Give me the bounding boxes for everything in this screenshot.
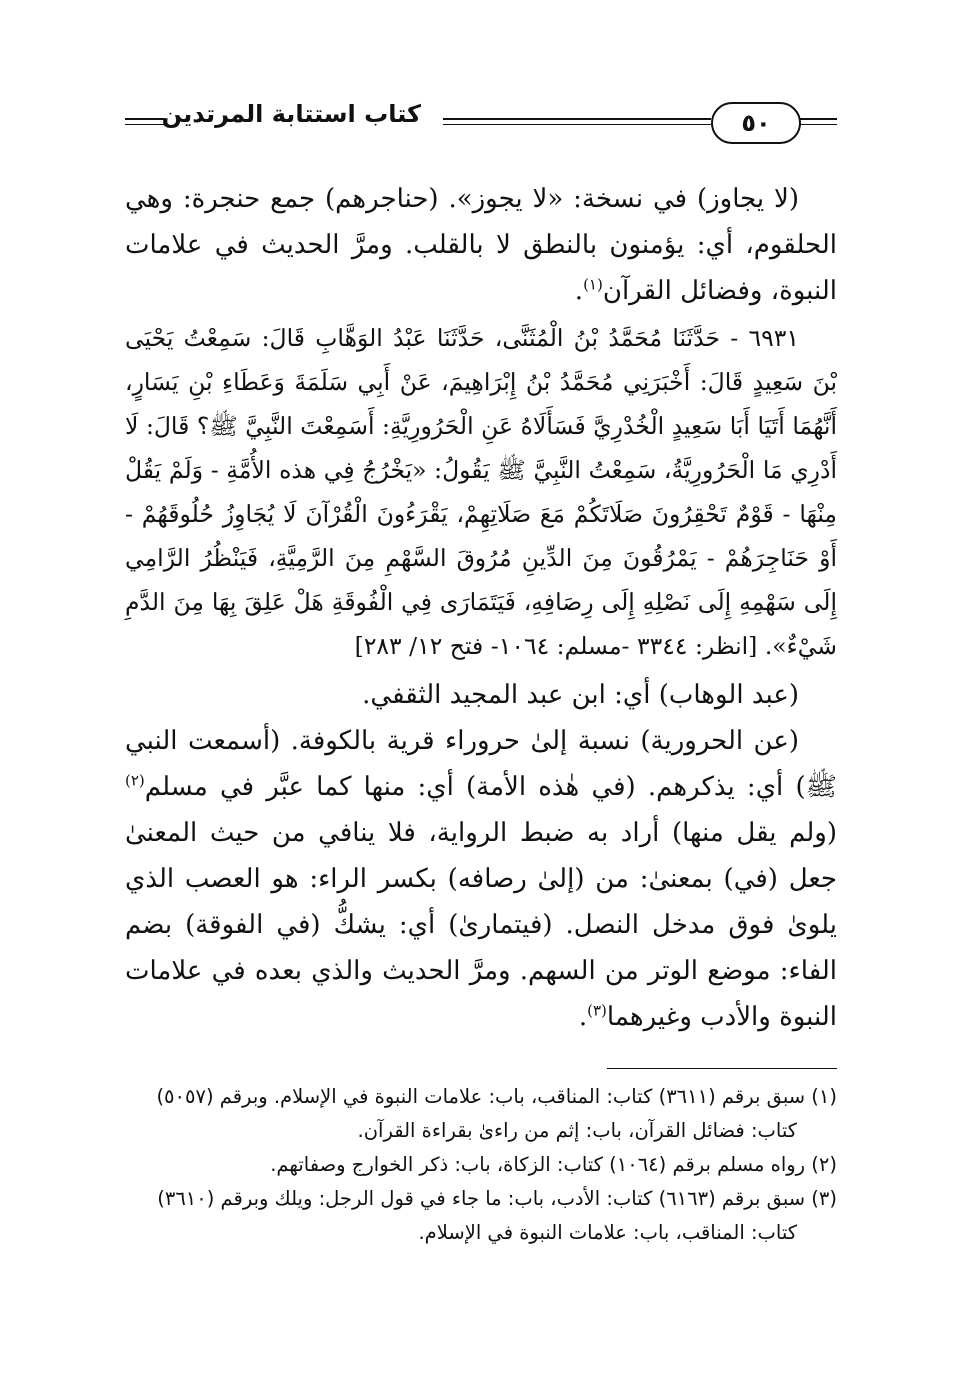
footnotes <box>125 1080 837 1250</box>
footnote-ref-2[interactable]: (٢) <box>125 771 145 790</box>
punctuation: . <box>578 1002 588 1032</box>
commentary-text: (لا يجاوز) في نسخة: «لا يجوز». (حناجرهم) جمع حنجرة: وهي الحلقوم، أي: يؤمنون بالنطق لا بالقلب. ومرَّ الحديث في علامات النبوة، وفضائل القرآن <box>125 184 837 306</box>
main-text <box>125 176 837 1040</box>
footnote-ref-1[interactable]: (١) <box>583 275 603 294</box>
commentary-text: (عن الحرورية) نسبة إلىٰ حروراء قرية بالكوفة. (أسمعت النبي ﷺ) أي: يذكرهم. (في هٰذه الأمة) أي: منها كما عبَّر في مسلم <box>125 726 837 802</box>
page-number: ٥٠ <box>711 102 801 144</box>
footnote-1: (١) سبق برقم (٣٦١١) كتاب: المناقب، باب: علامات النبوة في الإسلام. وبرقم (٥٠٥٧) كتاب: فضائل القرآن، باب: إثم من راءىٰ بقراءة القرآن. <box>156 1085 837 1142</box>
hadith-text: ٦٩٣١ - حَدَّثَنَا مُحَمَّدُ بْنُ الْمُثَنَّى، حَدَّثَنَا عَبْدُ الوَهَّابِ قَالَ: سَمِعْتُ يَحْيَى بْنَ سَعِيدٍ قَالَ: أَخْبَرَنِي مُحَمَّدُ بْنُ إِبْرَاهِيمَ، عَنْ أَبِي سَلَمَةَ وَعَطَاءِ بْنِ يَسَارٍ، أَنَّهُمَا أَتَيَا أَبَا سَعِيدٍ الْخُدْرِيَّ فَسَأَلَاهُ عَنِ الْحَرُورِيَّةِ: أَسَمِعْتَ النَّبِيَّ ﷺ؟ قَالَ: لَا أَدْرِي مَا الْحَرُورِيَّةُ، سَمِعْتُ النَّبِيَّ ﷺ يَقُولُ: «يَخْرُجُ فِي هذه الأُمَّةِ - وَلَمْ يَقُلْ مِنْهَا - قَوْمٌ تَحْقِرُونَ صَلَاتَكُمْ مَعَ صَلَاتِهِمْ، يَقْرَءُونَ الْقُرْآنَ لَا يُجَاوِزُ حُلُوقَهُمْ - أَوْ حَنَاجِرَهُمْ - يَمْرُقُونَ مِنَ الدِّينِ مُرُوقَ السَّهْمِ مِنَ الرَّمِيَّةِ، فَيَنْظُرُ الرَّامِي إِلَى سَهْمِهِ إِلَى نَصْلِهِ إِلَى رِصَافِهِ، فَيَتَمَارَى فِي الْفُوقَةِ هَلْ عَلِقَ بِهَا مِنَ الدَّمِ شَيْءٌ». [انظر: ٣٣٤٤ -مسلم: ١٠٦٤- فتح ١٢/ ٢٨٣] <box>125 324 837 660</box>
header-rule-left <box>125 118 165 125</box>
footnote-2: (٢) رواه مسلم برقم (١٠٦٤) كتاب: الزكاة، باب: ذكر الخوارج وصفاتهم. <box>270 1153 837 1176</box>
commentary-paragraph-2: (عبد الوهاب) أي: ابن عبد المجيد الثقفي. <box>362 680 799 710</box>
running-title: كتاب استتابة المرتدين <box>161 100 421 128</box>
commentary-paragraph-1 <box>125 176 837 314</box>
header-rule-right <box>797 118 837 125</box>
punctuation: . <box>574 276 584 306</box>
footnote-ref-3[interactable]: (٣) <box>587 1001 607 1020</box>
footnote-separator <box>607 1068 837 1069</box>
commentary-text: (ولم يقل منها) أراد به ضبط الرواية، فلا ينافي من حيث المعنىٰ جعل (في) بمعنىٰ: من (إلىٰ رصافه) بكسر الراء: هو العصب الذي يلوىٰ فوق مدخل النصل. (فيتمارىٰ) أي: يشكُّ (في الفوقة) بضم الفاء: موضع الوتر من السهم. ومرَّ الحديث والذي بعده في علامات النبوة والأدب وغيرهما <box>125 818 837 1032</box>
page-header <box>125 98 837 148</box>
footnote-3: (٣) سبق برقم (٦١٦٣) كتاب: الأدب، باب: ما جاء في قول الرجل: ويلك وبرقم (٣٦١٠) كتاب: المناقب، باب: علامات النبوة في الإسلام. <box>157 1187 837 1244</box>
commentary-paragraph-3 <box>125 718 837 1040</box>
header-rule-middle <box>443 118 711 125</box>
